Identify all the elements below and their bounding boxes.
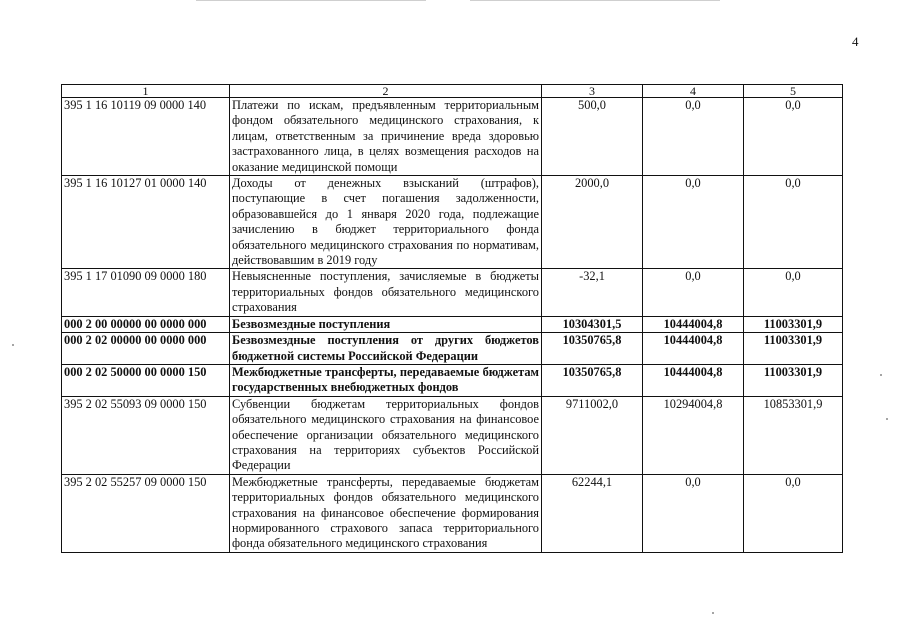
amount-col5-cell: 0,0 xyxy=(744,269,843,316)
amount-col3-cell: 62244,1 xyxy=(542,474,643,552)
amount-col3-cell: -32,1 xyxy=(542,269,643,316)
scan-speck xyxy=(12,344,14,346)
amount-col4-cell: 0,0 xyxy=(643,474,744,552)
amount-col3-cell: 9711002,0 xyxy=(542,396,643,474)
amount-col3-cell: 10304301,5 xyxy=(542,316,643,332)
revenue-name-cell: Субвенции бюджетам территориальных фондов обязательного медицинского страхования на финансовое обеспечение организации обязательного медицинского страхования на территориях субъектов Российской Федерации xyxy=(230,396,542,474)
amount-col4-cell: 0,0 xyxy=(643,176,744,269)
amount-col3-cell: 10350765,8 xyxy=(542,333,643,365)
budget-code-cell: 000 2 02 50000 00 0000 150 xyxy=(62,364,230,396)
amount-col5-cell: 0,0 xyxy=(744,474,843,552)
revenue-name-cell: Безвозмездные поступления xyxy=(230,316,542,332)
column-header-4: 4 xyxy=(643,85,744,98)
amount-col5-cell: 10853301,9 xyxy=(744,396,843,474)
amount-col4-cell: 10444004,8 xyxy=(643,316,744,332)
amount-col5-cell: 11003301,9 xyxy=(744,364,843,396)
budget-code-cell: 395 2 02 55093 09 0000 150 xyxy=(62,396,230,474)
page-number: 4 xyxy=(852,34,859,49)
amount-col4-cell: 10444004,8 xyxy=(643,364,744,396)
amount-col4-cell: 10294004,8 xyxy=(643,396,744,474)
amount-col4-cell: 0,0 xyxy=(643,98,744,176)
budget-code-cell: 000 2 00 00000 00 0000 000 xyxy=(62,316,230,332)
budget-code-cell: 395 1 16 10127 01 0000 140 xyxy=(62,176,230,269)
table-row xyxy=(62,98,843,176)
column-header-1: 1 xyxy=(62,85,230,98)
column-header-3: 3 xyxy=(542,85,643,98)
column-header-2: 2 xyxy=(230,85,542,98)
amount-col5-cell: 11003301,9 xyxy=(744,333,843,365)
scan-speck xyxy=(880,374,882,376)
table-row xyxy=(62,316,843,332)
scan-speck xyxy=(712,612,714,614)
amount-col5-cell: 0,0 xyxy=(744,176,843,269)
revenue-name-cell: Доходы от денежных взысканий (штрафов), поступающие в счет погашения задолженности, образовавшейся до 1 января 2020 года, подлежащие зачислению в бюджет территориального фонда обязательного медицинского страхования по нормативам, действовавшим в 2019 году xyxy=(230,176,542,269)
revenue-name-cell: Межбюджетные трансферты, передаваемые бюджетам государственных внебюджетных фондов xyxy=(230,364,542,396)
table-row xyxy=(62,364,843,396)
amount-col4-cell: 10444004,8 xyxy=(643,333,744,365)
amount-col4-cell: 0,0 xyxy=(643,269,744,316)
amount-col5-cell: 11003301,9 xyxy=(744,316,843,332)
budget-code-cell: 000 2 02 00000 00 0000 000 xyxy=(62,333,230,365)
budget-table xyxy=(61,84,843,553)
budget-code-cell: 395 2 02 55257 09 0000 150 xyxy=(62,474,230,552)
revenue-name-cell: Платежи по искам, предъявленным территориальным фондом обязательного медицинского страхования, к лицам, ответственным за причинение вреда здоровью застрахованного лица, в целях возмещения расходов на оказание медицинской помощи xyxy=(230,98,542,176)
column-header-5: 5 xyxy=(744,85,843,98)
table-row xyxy=(62,474,843,552)
amount-col5-cell: 0,0 xyxy=(744,98,843,176)
revenue-name-cell: Межбюджетные трансферты, передаваемые бюджетам территориальных фондов обязательного медицинского страхования на финансовое обеспечение формирования нормированного страхового запаса территориального фонда обязательного медицинского страхования xyxy=(230,474,542,552)
table-row xyxy=(62,176,843,269)
amount-col3-cell: 10350765,8 xyxy=(542,364,643,396)
revenue-name-cell: Безвозмездные поступления от других бюджетов бюджетной системы Российской Федерации xyxy=(230,333,542,365)
table-row xyxy=(62,396,843,474)
top-border-line xyxy=(470,0,720,1)
top-border-line xyxy=(196,0,426,1)
table-row xyxy=(62,269,843,316)
table-row xyxy=(62,333,843,365)
budget-code-cell: 395 1 17 01090 09 0000 180 xyxy=(62,269,230,316)
scan-speck xyxy=(886,418,888,420)
header-row xyxy=(62,85,843,98)
amount-col3-cell: 500,0 xyxy=(542,98,643,176)
budget-code-cell: 395 1 16 10119 09 0000 140 xyxy=(62,98,230,176)
amount-col3-cell: 2000,0 xyxy=(542,176,643,269)
revenue-name-cell: Невыясненные поступления, зачисляемые в бюджеты территориальных фондов обязательного медицинского страхования xyxy=(230,269,542,316)
